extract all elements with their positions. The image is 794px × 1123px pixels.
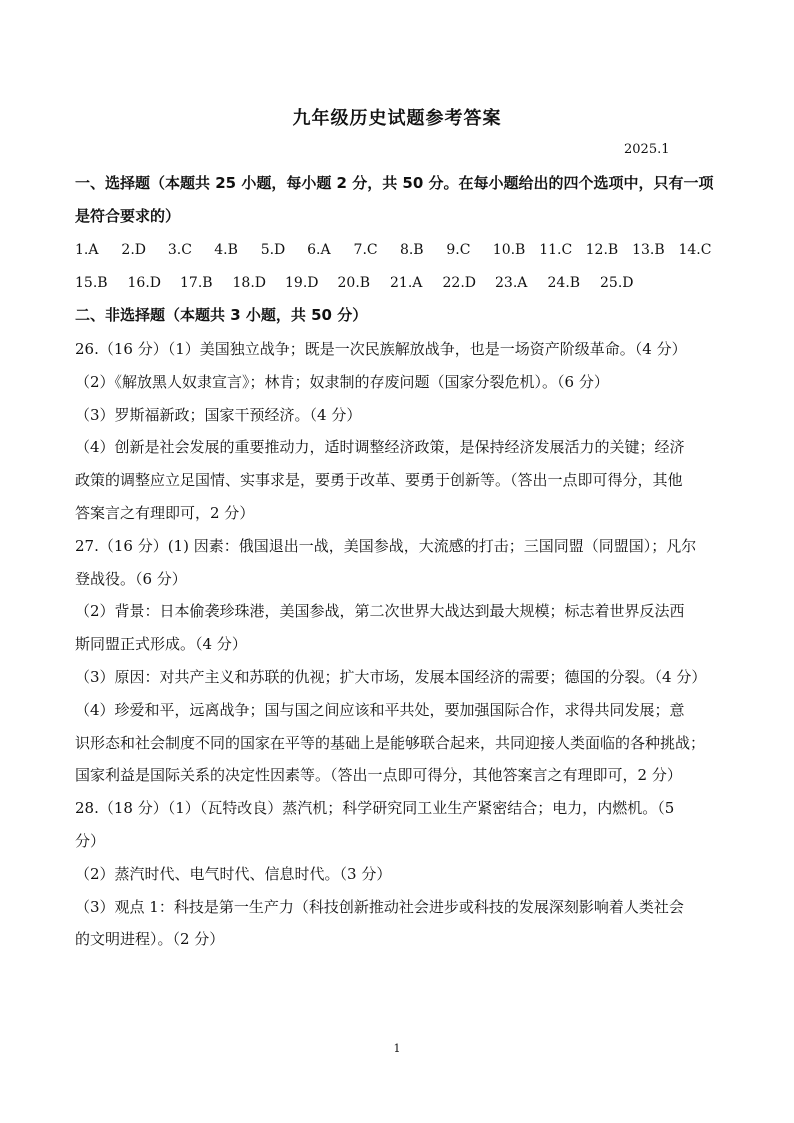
answer-item: 10.B (492, 242, 526, 258)
answer-text-line: （4）创新是社会发展的重要推动力，适时调整经济政策，是保持经济发展活力的关键；经济 (75, 438, 685, 457)
answer-text-line: （2）《解放黑人奴隶宣言》；林肯；奴隶制的存废问题（国家分裂危机）。（6 分） (75, 372, 609, 391)
answer-item: 7.C (353, 242, 378, 258)
answer-item: 23.A (495, 274, 528, 291)
answer-item: 18.D (232, 274, 266, 291)
answer-item: 20.B (337, 274, 371, 291)
answer-text-line: 登战役。（6 分） (75, 569, 187, 588)
section-2-heading: 二、非选择题（本题共 3 小题，共 50 分） (75, 306, 368, 324)
answer-item: 24.B (547, 274, 581, 291)
section-1-heading (75, 167, 725, 233)
answer-item: 5.D (260, 242, 286, 258)
answer-item: 21.A (390, 274, 423, 291)
page-number: 1 (393, 1042, 401, 1055)
answer-item: 3.C (167, 242, 192, 258)
answer-item: 11.C (539, 242, 573, 258)
document-date: 2025.1 (624, 142, 670, 157)
answer-item: 13.B (632, 242, 665, 258)
answer-item: 22.D (442, 274, 476, 291)
answer-text-line: 28.（18 分）（1）（瓦特改良）蒸汽机；科学研究同工业生产紧密结合；电力，内燃机。（5 (75, 799, 675, 818)
answer-item: 15.B (75, 274, 108, 291)
answer-item: 6.A (307, 242, 331, 258)
answer-item: 9.C (446, 242, 471, 258)
answer-item: 19.D (285, 274, 319, 291)
answer-text-line: （3）罗斯福新政；国家干预经济。（4 分） (75, 405, 362, 424)
answer-text-line: 政策的调整应立足国情、实事求是，要勇于改革、要勇于创新等。（答出一点即可得分，其他 (75, 471, 683, 490)
answer-text-line: （3）原因：对共产主义和苏联的仇视；扩大市场，发展本国经济的需要；德国的分裂。（4 分） (75, 667, 707, 686)
answer-item: 8.B (399, 242, 424, 258)
answer-text-line: 27.（16 分）(1) 因素：俄国退出一战，美国参战，大流感的打击；三国同盟（同盟国）；凡尔 (75, 536, 697, 555)
answer-item: 12.B (585, 242, 619, 258)
answer-text-line: （2）蒸汽时代、电气时代、信息时代。（3 分） (75, 864, 392, 883)
section-1-heading-line: 一、选择题（本题共 25 小题，每小题 2 分，共 50 分。在每小题给出的四个选项中，只有一项 (75, 174, 714, 192)
answer-text-line: 分） (75, 831, 106, 850)
answer-text-line: 国家利益是国际关系的决定性因素等。（答出一点即可得分，其他答案言之有理即可，2 分） (75, 766, 682, 785)
answer-item: 14.C (678, 242, 712, 258)
answer-item: 4.B (214, 242, 238, 258)
answer-row (75, 234, 725, 267)
section-1-heading-line: 是符合要求的） (75, 206, 181, 225)
answer-item: 2.D (121, 242, 147, 258)
answer-text-line: （3）观点 1：科技是第一生产力（科技创新推动社会进步或科技的发展深刻影响着人类社会 (75, 897, 684, 916)
answer-text-line: （4）珍爱和平，远离战争；国与国之间应该和平共处，要加强国际合作，求得共同发展；意 (75, 700, 685, 719)
section-2-body (75, 333, 725, 956)
answer-text-line: 斯同盟正式形成。（4 分） (75, 635, 247, 654)
answer-text-line: 识形态和社会制度不同的国家在平等的基础上是能够联合起来，共同迎接人类面临的各种挑战； (75, 733, 706, 752)
answer-text-line: 的文明进程）。（2 分） (75, 930, 225, 949)
answer-row (75, 267, 725, 300)
choice-answers (75, 234, 725, 300)
answer-text-line: 答案言之有理即可，2 分） (75, 503, 255, 522)
answer-item: 16.D (127, 274, 161, 291)
answer-item: 17.B (180, 274, 213, 291)
answer-item: 25.D (600, 274, 634, 291)
answer-item: 1.A (75, 242, 99, 258)
page-title: 九年级历史试题参考答案 (292, 108, 502, 129)
answer-text-line: （2）背景：日本偷袭珍珠港，美国参战，第二次世界大战达到最大规模；标志着世界反法西 (75, 602, 685, 621)
answer-text-line: 26.（16 分）（1）美国独立战争；既是一次民族解放战争，也是一场资产阶级革命。（4 分） (75, 340, 687, 358)
